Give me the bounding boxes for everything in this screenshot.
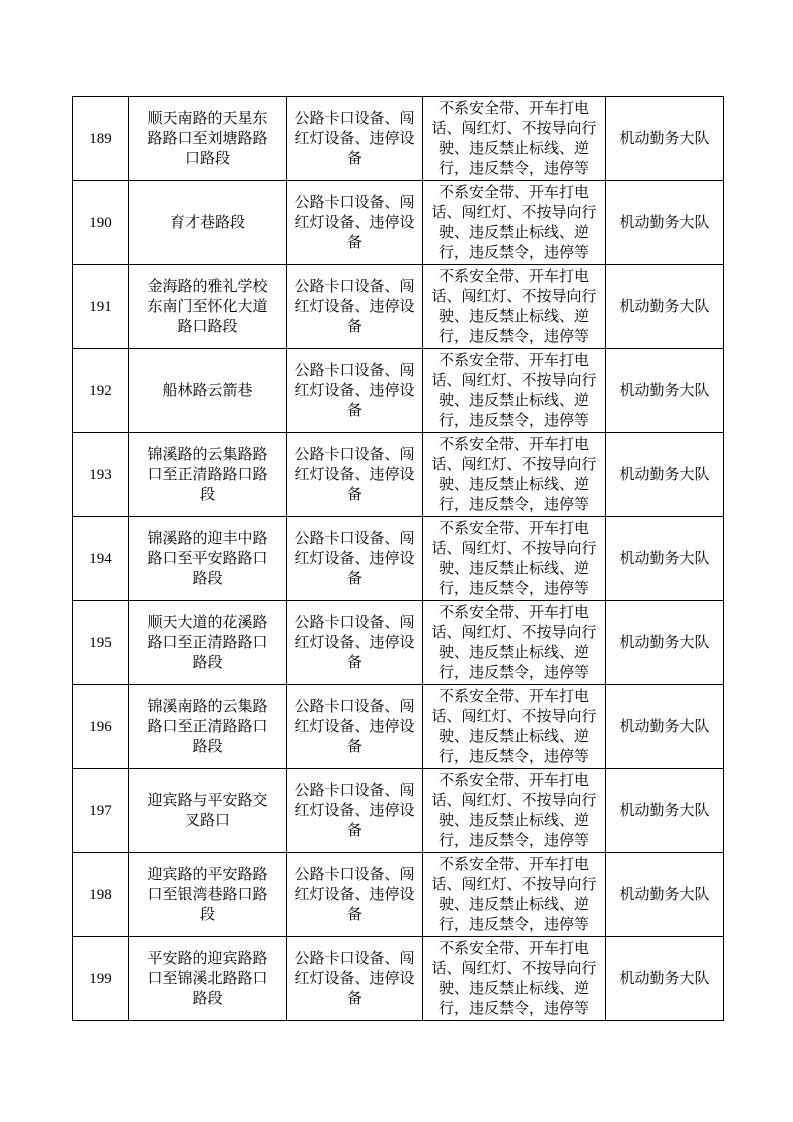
equipment-types-cell: 公路卡口设备、闯红灯设备、违停设备 bbox=[287, 181, 423, 265]
road-segment-cell: 迎宾路的平安路路口至银湾巷路口路段 bbox=[129, 853, 287, 937]
table-row bbox=[73, 181, 724, 265]
responsible-unit-cell: 机动勤务大队 bbox=[606, 517, 724, 601]
table-row bbox=[73, 433, 724, 517]
row-number-cell: 197 bbox=[73, 769, 129, 853]
equipment-types-cell: 公路卡口设备、闯红灯设备、违停设备 bbox=[287, 433, 423, 517]
violation-types-cell: 不系安全带、开车打电话、闯红灯、不按导向行驶、违反禁止标线、逆行，违反禁令，违停等 bbox=[423, 769, 606, 853]
responsible-unit-cell: 机动勤务大队 bbox=[606, 97, 724, 181]
equipment-types-cell: 公路卡口设备、闯红灯设备、违停设备 bbox=[287, 349, 423, 433]
equipment-types-cell: 公路卡口设备、闯红灯设备、违停设备 bbox=[287, 937, 423, 1021]
table-row bbox=[73, 517, 724, 601]
row-number-cell: 198 bbox=[73, 853, 129, 937]
violation-types-cell: 不系安全带、开车打电话、闯红灯、不按导向行驶、违反禁止标线、逆行，违反禁令，违停等 bbox=[423, 853, 606, 937]
responsible-unit-cell: 机动勤务大队 bbox=[606, 685, 724, 769]
table-row bbox=[73, 937, 724, 1021]
road-segment-cell: 锦溪路的云集路路口至正清路路口路段 bbox=[129, 433, 287, 517]
row-number-cell: 191 bbox=[73, 265, 129, 349]
table-row bbox=[73, 685, 724, 769]
equipment-types-cell: 公路卡口设备、闯红灯设备、违停设备 bbox=[287, 685, 423, 769]
road-segment-cell: 锦溪路的迎丰中路路口至平安路路口路段 bbox=[129, 517, 287, 601]
violation-types-cell: 不系安全带、开车打电话、闯红灯、不按导向行驶、违反禁止标线、逆行，违反禁令，违停等 bbox=[423, 685, 606, 769]
road-segment-cell: 平安路的迎宾路路口至锦溪北路路口路段 bbox=[129, 937, 287, 1021]
responsible-unit-cell: 机动勤务大队 bbox=[606, 181, 724, 265]
table-row bbox=[73, 769, 724, 853]
road-segment-cell: 金海路的雅礼学校东南门至怀化大道路口路段 bbox=[129, 265, 287, 349]
equipment-types-cell: 公路卡口设备、闯红灯设备、违停设备 bbox=[287, 517, 423, 601]
road-segment-cell: 顺天大道的花溪路路口至正清路路口路段 bbox=[129, 601, 287, 685]
equipment-types-cell: 公路卡口设备、闯红灯设备、违停设备 bbox=[287, 97, 423, 181]
road-segment-cell: 育才巷路段 bbox=[129, 181, 287, 265]
row-number-cell: 192 bbox=[73, 349, 129, 433]
equipment-types-cell: 公路卡口设备、闯红灯设备、违停设备 bbox=[287, 265, 423, 349]
road-segment-cell: 迎宾路与平安路交叉路口 bbox=[129, 769, 287, 853]
responsible-unit-cell: 机动勤务大队 bbox=[606, 937, 724, 1021]
row-number-cell: 190 bbox=[73, 181, 129, 265]
equipment-types-cell: 公路卡口设备、闯红灯设备、违停设备 bbox=[287, 853, 423, 937]
row-number-cell: 189 bbox=[73, 97, 129, 181]
table-row bbox=[73, 97, 724, 181]
responsible-unit-cell: 机动勤务大队 bbox=[606, 853, 724, 937]
equipment-types-cell: 公路卡口设备、闯红灯设备、违停设备 bbox=[287, 601, 423, 685]
table-row bbox=[73, 265, 724, 349]
table-row bbox=[73, 349, 724, 433]
violation-types-cell: 不系安全带、开车打电话、闯红灯、不按导向行驶、违反禁止标线、逆行，违反禁令，违停等 bbox=[423, 517, 606, 601]
equipment-types-cell: 公路卡口设备、闯红灯设备、违停设备 bbox=[287, 769, 423, 853]
road-segment-cell: 船林路云箭巷 bbox=[129, 349, 287, 433]
violation-types-cell: 不系安全带、开车打电话、闯红灯、不按导向行驶、违反禁止标线、逆行，违反禁令，违停等 bbox=[423, 181, 606, 265]
table-row bbox=[73, 853, 724, 937]
road-segment-cell: 锦溪南路的云集路路口至正清路路口路段 bbox=[129, 685, 287, 769]
traffic-enforcement-table bbox=[72, 96, 724, 1021]
row-number-cell: 193 bbox=[73, 433, 129, 517]
road-segment-cell: 顺天南路的天星东路路口至刘塘路路口路段 bbox=[129, 97, 287, 181]
violation-types-cell: 不系安全带、开车打电话、闯红灯、不按导向行驶、违反禁止标线、逆行，违反禁令，违停等 bbox=[423, 601, 606, 685]
row-number-cell: 199 bbox=[73, 937, 129, 1021]
row-number-cell: 195 bbox=[73, 601, 129, 685]
responsible-unit-cell: 机动勤务大队 bbox=[606, 433, 724, 517]
row-number-cell: 194 bbox=[73, 517, 129, 601]
violation-types-cell: 不系安全带、开车打电话、闯红灯、不按导向行驶、违反禁止标线、逆行，违反禁令，违停等 bbox=[423, 265, 606, 349]
violation-types-cell: 不系安全带、开车打电话、闯红灯、不按导向行驶、违反禁止标线、逆行，违反禁令，违停等 bbox=[423, 937, 606, 1021]
violation-types-cell: 不系安全带、开车打电话、闯红灯、不按导向行驶、违反禁止标线、逆行，违反禁令，违停等 bbox=[423, 433, 606, 517]
responsible-unit-cell: 机动勤务大队 bbox=[606, 265, 724, 349]
violation-types-cell: 不系安全带、开车打电话、闯红灯、不按导向行驶、违反禁止标线、逆行，违反禁令，违停等 bbox=[423, 349, 606, 433]
responsible-unit-cell: 机动勤务大队 bbox=[606, 349, 724, 433]
responsible-unit-cell: 机动勤务大队 bbox=[606, 769, 724, 853]
violation-types-cell: 不系安全带、开车打电话、闯红灯、不按导向行驶、违反禁止标线、逆行，违反禁令，违停等 bbox=[423, 97, 606, 181]
row-number-cell: 196 bbox=[73, 685, 129, 769]
responsible-unit-cell: 机动勤务大队 bbox=[606, 601, 724, 685]
table-body bbox=[73, 97, 724, 1021]
table-row bbox=[73, 601, 724, 685]
